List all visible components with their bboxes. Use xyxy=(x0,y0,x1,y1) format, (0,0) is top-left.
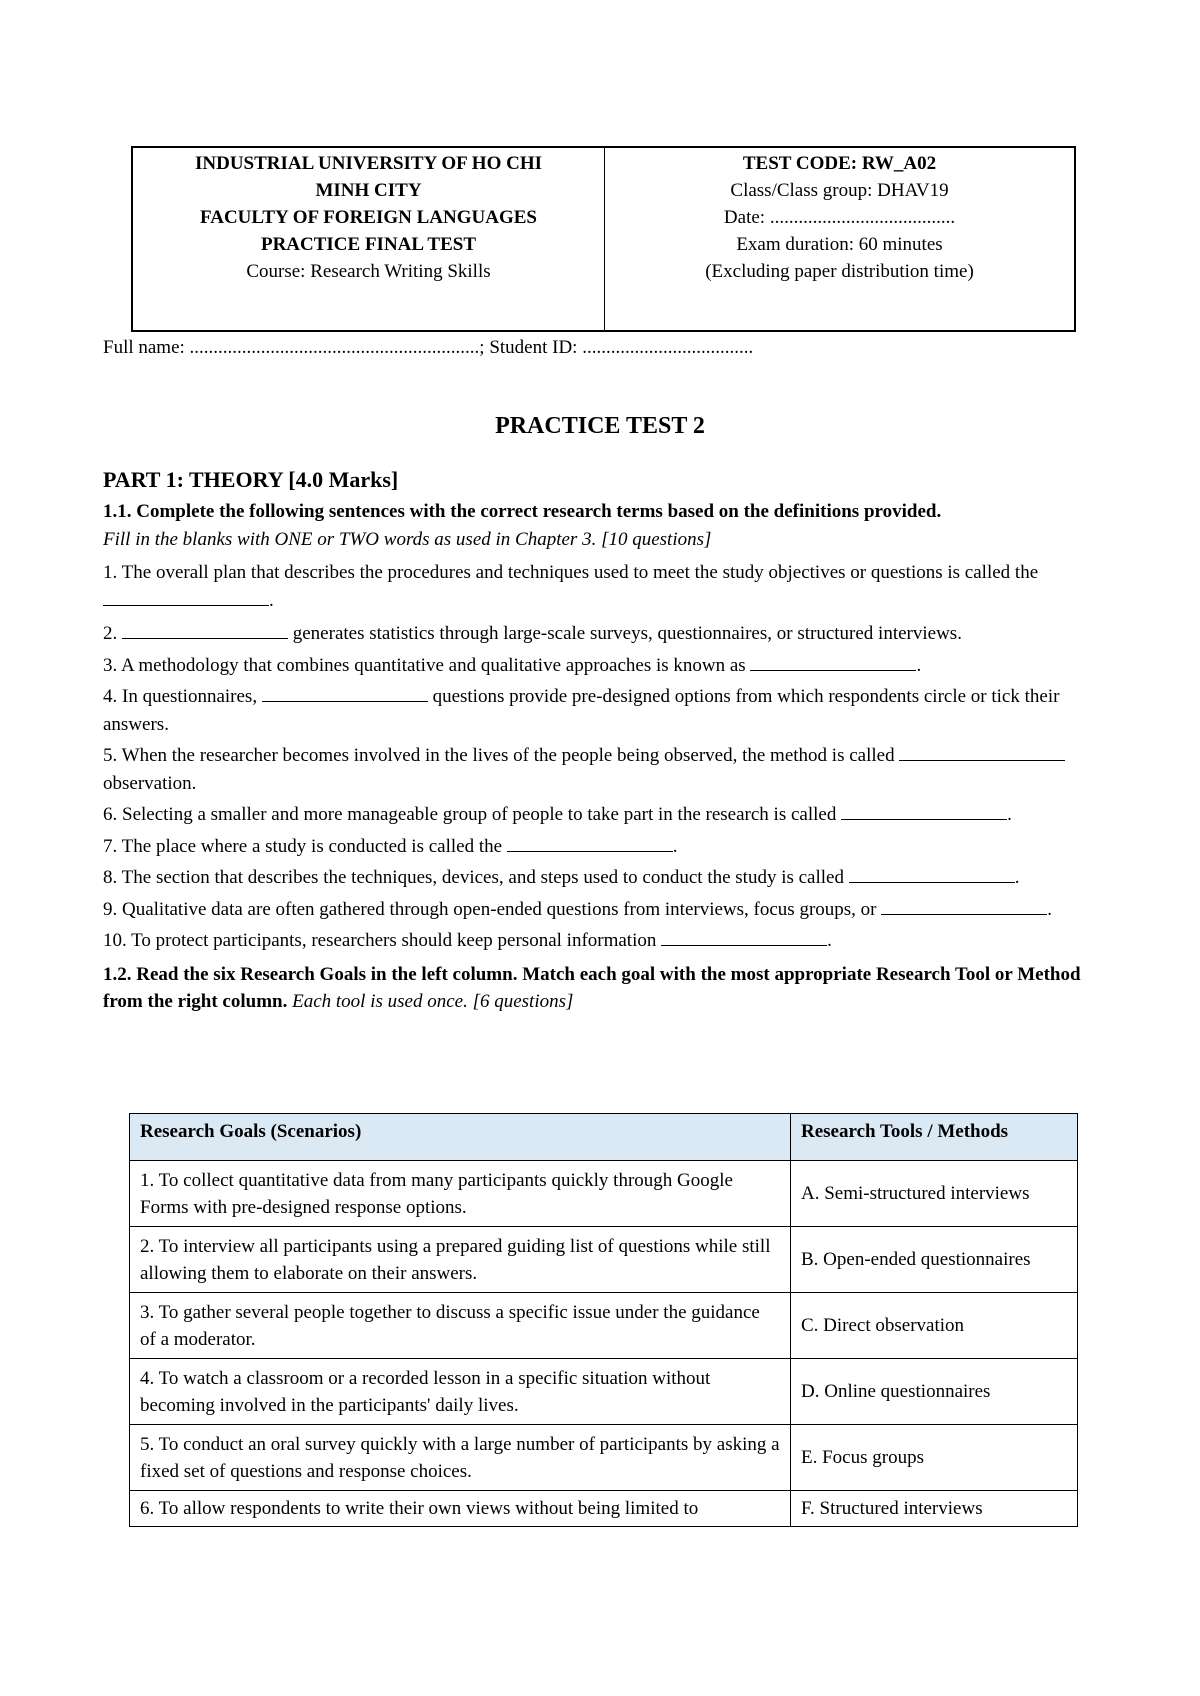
answer-blank[interactable] xyxy=(750,652,916,671)
answer-blank[interactable] xyxy=(262,683,428,702)
question-4: 4. In questionnaires, questions provide pre-designed options from which respondents circle or tick their answers. xyxy=(103,683,1103,738)
tool-cell: E. Focus groups xyxy=(791,1425,1078,1491)
tool-cell: C. Direct observation xyxy=(791,1293,1078,1359)
table-row xyxy=(130,1161,1078,1227)
answer-blank[interactable] xyxy=(841,801,1007,820)
answer-blank[interactable] xyxy=(122,620,288,639)
section-1-2-instruction-line xyxy=(103,961,1103,1016)
table-row xyxy=(130,1227,1078,1293)
question-5: 5. When the researcher becomes involved in the lives of the people being observed, the method is called observation. xyxy=(103,742,1103,797)
tool-cell: F. Structured interviews xyxy=(791,1491,1078,1527)
header-left-cell xyxy=(133,148,605,330)
answer-blank[interactable] xyxy=(849,864,1015,883)
table-row xyxy=(130,1491,1078,1527)
exam-duration: Exam duration: 60 minutes xyxy=(736,234,943,255)
answer-blank[interactable] xyxy=(881,896,1047,915)
duration-note: (Excluding paper distribution time) xyxy=(705,261,974,282)
goal-cell: 5. To conduct an oral survey quickly with a large number of participants by asking a fixed set of questions and response choices. xyxy=(130,1425,791,1491)
answer-blank[interactable] xyxy=(661,927,827,946)
course-name: Course: Research Writing Skills xyxy=(246,261,491,282)
faculty-name: FACULTY OF FOREIGN LANGUAGES xyxy=(200,207,537,228)
answer-blank[interactable] xyxy=(507,833,673,852)
goal-cell: 1. To collect quantitative data from many participants quickly through Google Forms with pre-designed response options. xyxy=(130,1161,791,1227)
answer-blank[interactable] xyxy=(899,742,1065,761)
university-name: INDUSTRIAL UNIVERSITY OF HO CHI MINH CITY xyxy=(195,153,542,201)
test-type: PRACTICE FINAL TEST xyxy=(260,234,477,255)
section-1-2-instruction: 1.2. Read the six Research Goals in the left column. Match each goal with the most appropriate Research Tool or Method from the right column. xyxy=(103,963,1081,1012)
tool-cell: A. Semi-structured interviews xyxy=(791,1161,1078,1227)
fullname-line: Full name: .............................................................; Student ID: .................................... xyxy=(103,337,754,358)
question-9: 9. Qualitative data are often gathered through open-ended questions from interviews, focus groups, or . xyxy=(103,896,1103,924)
table-row xyxy=(130,1293,1078,1359)
header-right-cell xyxy=(605,148,1074,330)
goal-cell: 4. To watch a classroom or a recorded lesson in a specific situation without becoming involved in the participants' daily lives. xyxy=(130,1359,791,1425)
exam-date: Date: ....................................... xyxy=(723,207,956,228)
part-heading: PART 1: THEORY [4.0 Marks] xyxy=(103,467,399,492)
goal-cell: 6. To allow respondents to write their own views without being limited to xyxy=(130,1491,791,1527)
table-row xyxy=(130,1359,1078,1425)
table-header-row xyxy=(130,1114,1078,1161)
question-3: 3. A methodology that combines quantitative and qualitative approaches is known as . xyxy=(103,652,1103,680)
table-header-tools: Research Tools / Methods xyxy=(791,1114,1078,1161)
goal-cell: 3. To gather several people together to discuss a specific issue under the guidance of a moderator. xyxy=(130,1293,791,1359)
page-title: PRACTICE TEST 2 xyxy=(495,413,705,439)
section-1-1 xyxy=(103,498,1103,1016)
tool-cell: B. Open-ended questionnaires xyxy=(791,1227,1078,1293)
section-1-1-sub-instruction: Fill in the blanks with ONE or TWO words as used in Chapter 3. [10 questions] xyxy=(103,528,712,550)
test-code: TEST CODE: RW_A02 xyxy=(742,153,937,174)
goal-cell: 2. To interview all participants using a prepared guiding list of questions while still allowing them to elaborate on their answers. xyxy=(130,1227,791,1293)
matching-table xyxy=(129,1113,1078,1527)
question-8: 8. The section that describes the techniques, devices, and steps used to conduct the study is called . xyxy=(103,864,1103,892)
table-header-goals: Research Goals (Scenarios) xyxy=(130,1114,791,1161)
tool-cell: D. Online questionnaires xyxy=(791,1359,1078,1425)
question-1: 1. The overall plan that describes the procedures and techniques used to meet the study objectives or questions is called the . xyxy=(103,562,1039,611)
question-10: 10. To protect participants, researchers should keep personal information . xyxy=(103,927,1103,955)
table-row xyxy=(130,1425,1078,1491)
header-table xyxy=(131,146,1076,332)
class-group: Class/Class group: DHAV19 xyxy=(730,180,949,201)
section-1-2-sub-instruction: Each tool is used once. [6 questions] xyxy=(287,991,574,1012)
section-1-1-instruction: 1.1. Complete the following sentences with the correct research terms based on the definitions provided. xyxy=(103,501,942,522)
question-2: 2. generates statistics through large-scale surveys, questionnaires, or structured interviews. xyxy=(103,620,1103,648)
answer-blank[interactable] xyxy=(103,587,269,606)
question-6: 6. Selecting a smaller and more manageable group of people to take part in the research is called . xyxy=(103,801,1103,829)
question-7: 7. The place where a study is conducted is called the . xyxy=(103,833,1103,861)
